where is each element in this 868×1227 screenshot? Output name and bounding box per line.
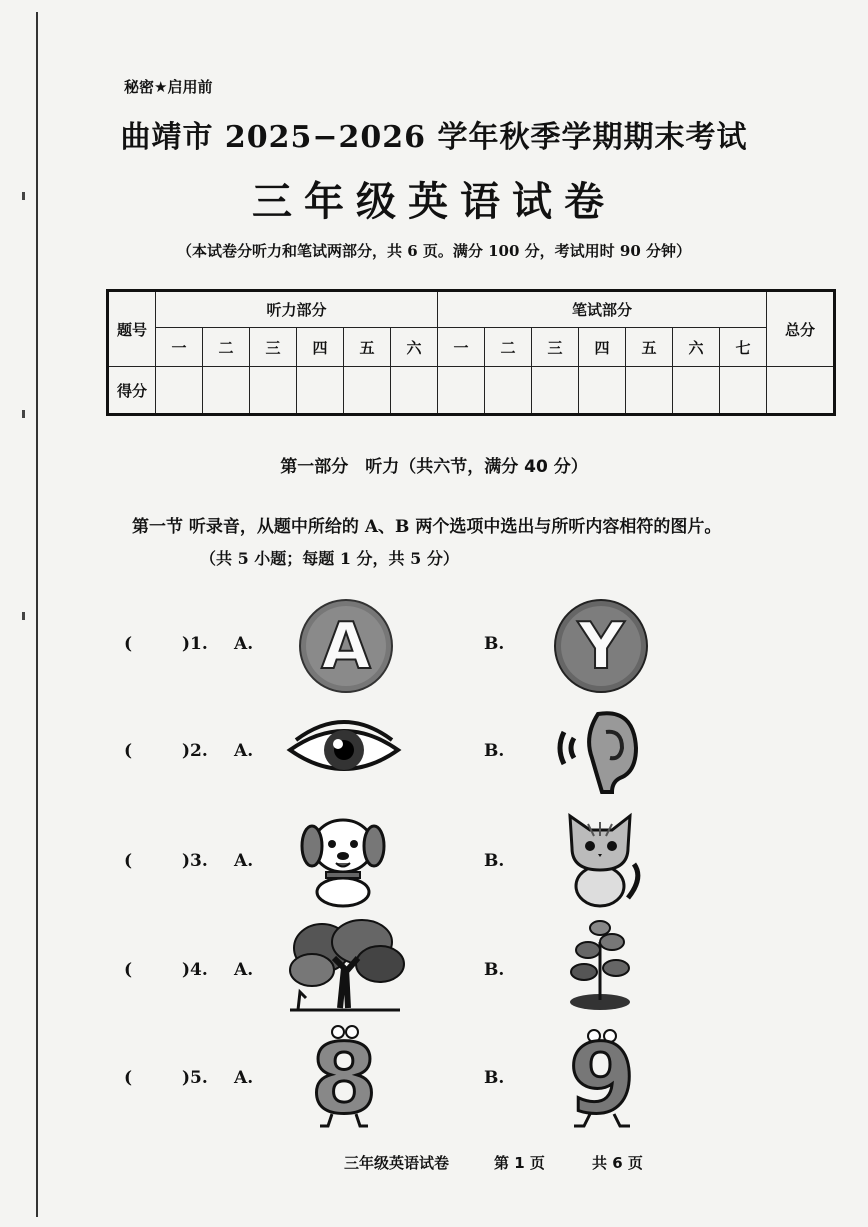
option-a-label: A. (234, 1068, 254, 1088)
writing-group-header: 笔试部分 (438, 291, 767, 328)
score-cell[interactable] (203, 367, 250, 415)
option-b-label: B. (484, 634, 505, 654)
score-cell[interactable] (673, 367, 720, 415)
exam-title: 曲靖市 2025−2026 学年秋季学期期末考试 (120, 120, 748, 155)
part1-title: 第一部分 听力（共六节，满分 40 分） (280, 457, 588, 477)
question-number: )3. (182, 851, 208, 871)
option-b-label: B. (484, 960, 505, 980)
score-cell[interactable] (250, 367, 297, 415)
listening-group-header: 听力部分 (156, 291, 438, 328)
writing-col: 三 (532, 328, 579, 367)
option-a-label: A. (234, 851, 254, 871)
tree-icon (282, 918, 408, 1014)
option-a-label: A. (234, 741, 254, 761)
listening-col: 六 (391, 328, 438, 367)
plant-icon (564, 920, 636, 1012)
score-cell[interactable] (579, 367, 626, 415)
digit-glyph: 9 (568, 1024, 636, 1130)
badge-letter: Y (577, 610, 625, 684)
section1-scoring: （共 5 小题；每题 1 分，共 5 分） (200, 549, 459, 568)
total-header: 总分 (767, 291, 835, 367)
question-number: )4. (182, 960, 208, 980)
score-cell[interactable] (344, 367, 391, 415)
eye-icon (286, 718, 402, 782)
number-eight-icon (302, 1024, 386, 1130)
score-cell[interactable] (297, 367, 344, 415)
col-header: 题号 (108, 291, 156, 367)
writing-col: 六 (673, 328, 720, 367)
question-number: )1. (182, 634, 208, 654)
confidential-label: 秘密★启用前 (124, 78, 213, 96)
digit-glyph: 8 (310, 1024, 378, 1130)
option-b-label: B. (484, 1068, 505, 1088)
listening-col: 一 (156, 328, 203, 367)
writing-col: 四 (579, 328, 626, 367)
section1-instruction: 第一节 听录音，从题中所给的 A、B 两个选项中选出与所听内容相符的图片。 (132, 517, 722, 537)
answer-bracket[interactable]: ( (124, 741, 133, 761)
footer-total-pages: 共 6 页 (592, 1154, 643, 1172)
row-header: 得分 (108, 367, 156, 415)
option-b-label: B. (484, 851, 505, 871)
cat-icon (558, 808, 644, 910)
score-table (106, 289, 836, 416)
letter-a-badge-icon (298, 598, 394, 694)
number-nine-icon (560, 1024, 644, 1130)
option-a-label: A. (234, 634, 254, 654)
answer-bracket[interactable]: ( (124, 960, 133, 980)
score-cell[interactable] (720, 367, 767, 415)
exam-note: （本试卷分听力和笔试两部分，共 6 页。满分 100 分，考试用时 90 分钟） (177, 242, 691, 260)
listening-col: 三 (250, 328, 297, 367)
badge-letter: A (321, 610, 371, 684)
binding-mark (22, 612, 25, 620)
listening-col: 五 (344, 328, 391, 367)
writing-col: 二 (485, 328, 532, 367)
letter-y-badge-icon (553, 598, 649, 694)
score-cell[interactable] (532, 367, 579, 415)
answer-bracket[interactable]: ( (124, 634, 133, 654)
writing-col: 一 (438, 328, 485, 367)
ear-icon (550, 702, 646, 798)
option-b-label: B. (484, 741, 505, 761)
question-number: )2. (182, 741, 208, 761)
dog-icon (296, 808, 390, 908)
score-cell[interactable] (438, 367, 485, 415)
listening-col: 四 (297, 328, 344, 367)
footer-paper-name: 三年级英语试卷 (344, 1154, 450, 1172)
binding-mark (22, 410, 25, 418)
question-number: )5. (182, 1068, 208, 1088)
score-cell[interactable] (391, 367, 438, 415)
listening-col: 二 (203, 328, 250, 367)
writing-col: 五 (626, 328, 673, 367)
score-cell[interactable] (485, 367, 532, 415)
score-cell[interactable] (156, 367, 203, 415)
paper-title: 三年级英语试卷 (252, 179, 616, 225)
option-a-label: A. (234, 960, 254, 980)
total-score-cell[interactable] (767, 367, 835, 415)
writing-col: 七 (720, 328, 767, 367)
footer-page-number: 第 1 页 (494, 1154, 545, 1172)
answer-bracket[interactable]: ( (124, 851, 133, 871)
score-cell[interactable] (626, 367, 673, 415)
answer-bracket[interactable]: ( (124, 1068, 133, 1088)
